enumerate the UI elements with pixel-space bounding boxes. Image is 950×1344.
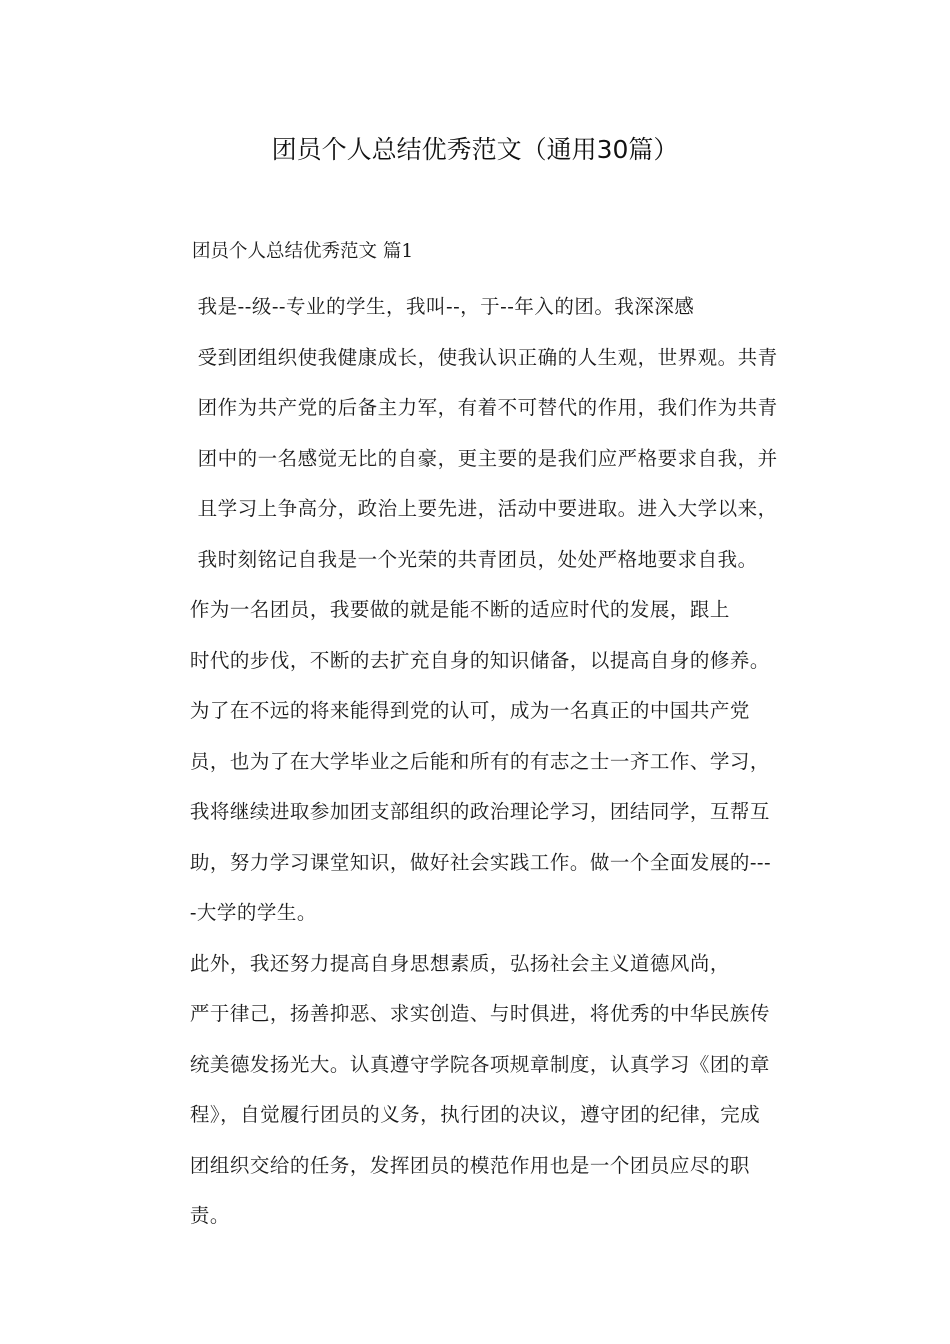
document-title: 团员个人总结优秀范文（通用30篇）: [271, 135, 679, 164]
text-line: 严于律己，扬善抑恶、求实创造、与时俱进，将优秀的中华民族传: [189, 1002, 770, 1025]
text-line: 责。: [189, 1204, 230, 1227]
paragraph-2: [145, 585, 810, 939]
text-line: 且学习上争高分，政治上要先进，活动中要进取。进入大学以来，: [197, 497, 778, 520]
text-line: 员，也为了在大学毕业之后能和所有的有志之士一齐工作、学习，: [189, 749, 770, 773]
text-line: 我时刻铭记自我是一个光荣的共青团员，处处严格地要求自我。: [197, 547, 758, 571]
text-line: 程》，自觉履行团员的义务，执行团的决议，遵守团的纪律，完成: [189, 1103, 761, 1126]
section-heading: 团员个人总结优秀范文 篇1: [192, 241, 414, 262]
text-line: 我将继续进取参加团支部组织的政治理论学习，团结同学，互帮互: [189, 800, 770, 823]
text-line: 为了在不远的将来能得到党的认可，成为一名真正的中国共产党: [189, 699, 750, 722]
text-line: 统美德发扬光大。认真遵守学院各项规章制度，认真学习《团的章: [189, 1052, 770, 1076]
paragraph-3: [145, 939, 810, 1242]
paragraph-1: [145, 282, 810, 585]
text-line: 受到团组织使我健康成长，使我认识正确的人生观，世界观。共青: [197, 345, 778, 369]
text-line: 时代的步伐，不断的去扩充自身的知识储备，以提高自身的修养。: [189, 648, 770, 672]
text-line: 我是--级--专业的学生，我叫--，于--年入的团。我深深感: [197, 295, 695, 318]
text-line: 团组织交给的任务，发挥团员的模范作用也是一个团员应尽的职: [189, 1153, 750, 1177]
text-line: 此外，我还努力提高自身思想素质，弘扬社会主义道德风尚，: [189, 951, 730, 975]
text-line: 团作为共产党的后备主力军，有着不可替代的作用，我们作为共青: [197, 396, 778, 419]
text-line: 作为一名团员，我要做的就是能不断的适应时代的发展，跟上: [189, 598, 730, 621]
text-line: 助，努力学习课堂知识，做好社会实践工作。做一个全面发展的---: [189, 850, 772, 874]
text-line: 团中的一名感觉无比的自豪，更主要的是我们应严格要求自我，并: [197, 446, 778, 470]
text-line: -大学的学生。: [189, 901, 317, 924]
document-body: [145, 282, 810, 1242]
